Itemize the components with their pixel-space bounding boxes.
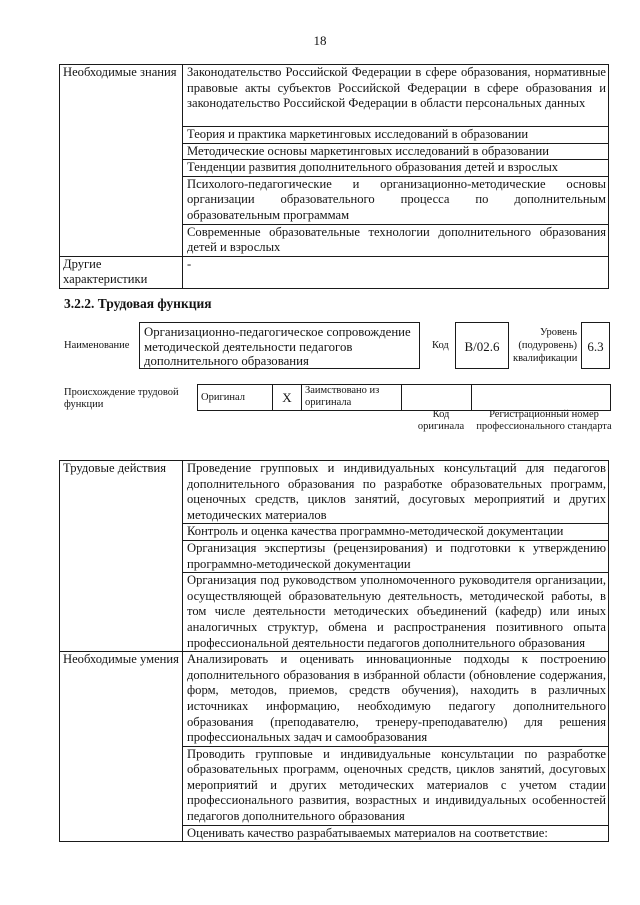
code-original-caption: Код оригинала: [417, 409, 465, 432]
table-cell: Тенденции развития дополнительного образования детей и взрослых: [183, 160, 609, 177]
table-cell: Психолого-педагогические и организационно-методические основы организации образовательного процесса по дополнительным образовательным программам: [183, 176, 609, 224]
origin-table: [197, 384, 611, 411]
code-original-cell: [402, 385, 472, 411]
table-cell: Контроль и оценка качества программно-методической документации: [183, 524, 609, 541]
requirements-table: [59, 64, 609, 289]
reg-number-cell: [472, 385, 611, 411]
table-cell: Организация экспертизы (рецензирования) и подготовки к утверждению программно-методической документации: [183, 540, 609, 572]
table-cell: Проведение групповых и индивидуальных консультаций для педагогов дополнительного образования по разработке образовательных программ, оценочных средств, циклов занятий, досуговых мероприятий и других методических материалов: [183, 461, 609, 524]
table-row: [60, 65, 609, 127]
reg-number-caption: Регистрационный номер профессионального стандарта: [476, 409, 612, 432]
table-row: [60, 461, 609, 524]
level-value-box: [581, 322, 610, 369]
level-label: Уровень (подуровень) квалификации: [513, 327, 578, 364]
table-cell: Анализировать и оценивать инновационные подходы к построению дополнительного образования в избранной области (обновление содержания, форм, методов, приемов, средств обучения), находить в различных источниках информацию, необходимую педагогу дополнительного образования (преподавателю, тренеру-преподавателю) для решения профессиональных задач и самообразования: [183, 652, 609, 747]
table-cell: Организация под руководством уполномоченного руководителя организации, осуществляющей образовательную деятельность, методической работы, в том числе деятельности методических объединений (кафедр) или иных аналогичных структур, обмена и распространения позитивного опыта профессиональной деятельности педагогов дополнительного образования: [183, 573, 609, 652]
code-label: Код: [432, 340, 449, 351]
code-value: B/02.6: [464, 339, 500, 354]
table-cell: Оценивать качество разрабатываемых материалов на соответствие:: [183, 825, 609, 842]
level-value: 6.3: [587, 339, 604, 354]
table-cell: Теория и практика маркетинговых исследований в образовании: [183, 127, 609, 144]
table-cell: Проводить групповые и индивидуальные консультации по разработке образовательных программ, оценочных средств, циклов занятий, досуговых мероприятий и других методических материалов с учетом стадии профессионального развития, возрастных и индивидуальных особенностей педагогов дополнительного образования: [183, 746, 609, 825]
row-label: Необходимые знания: [60, 65, 183, 257]
original-label: Оригинал: [198, 385, 273, 411]
table-row: [60, 256, 609, 288]
section-title: 3.2.2. Трудовая функция: [64, 296, 212, 311]
labour-function-table: [59, 460, 609, 842]
table-cell: Методические основы маркетинговых исследований в образовании: [183, 143, 609, 160]
table-cell: Законодательство Российской Федерации в сфере образования, нормативные правовые акты субъектов Российской Федерации в сфере образования и законодательство Российской Федерации в области персональных данных: [183, 65, 609, 127]
code-value-box: [455, 322, 509, 369]
original-mark: X: [273, 385, 302, 411]
borrowed-label: Заимствовано из оригинала: [302, 385, 402, 411]
function-name: Организационно-педагогическое сопровождение методической деятельности педагогов дополнительного образования: [144, 325, 411, 368]
table-cell: Современные образовательные технологии дополнительного образования детей и взрослых: [183, 224, 609, 256]
table-cell: -: [183, 256, 609, 288]
row-label: Необходимые умения: [60, 652, 183, 842]
row-label: Другие характеристики: [60, 256, 183, 288]
origin-label: Происхождение трудовой функции: [64, 387, 179, 410]
page-number: 18: [313, 33, 327, 48]
row-label: Трудовые действия: [60, 461, 183, 652]
name-label: Наименование: [64, 340, 130, 351]
function-name-box: [139, 322, 420, 369]
table-row: [60, 652, 609, 747]
